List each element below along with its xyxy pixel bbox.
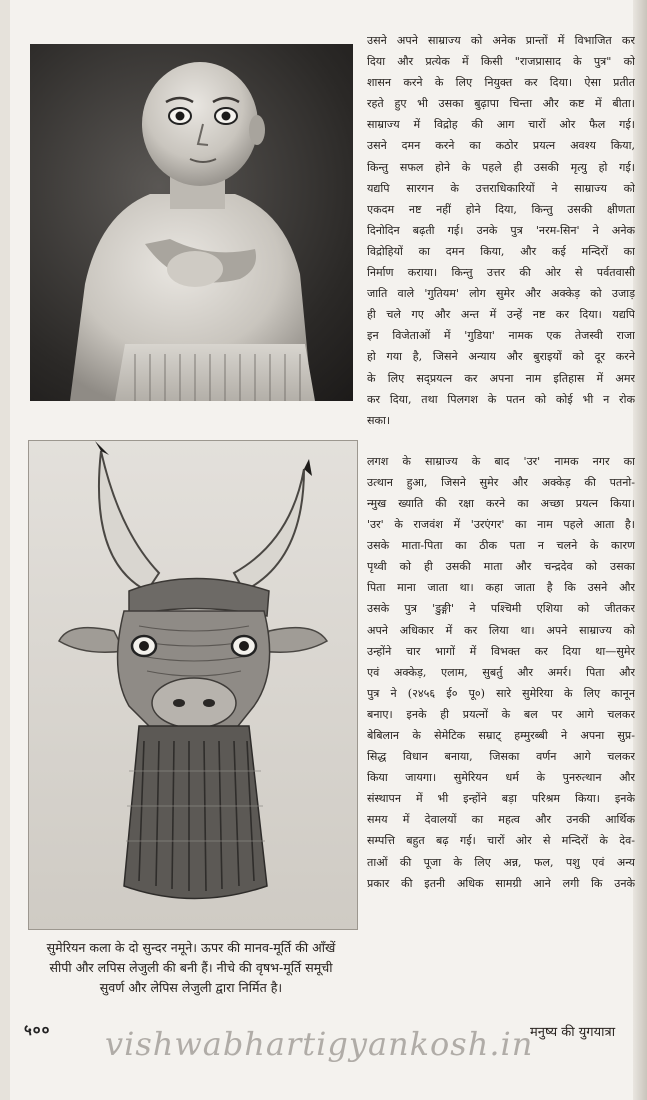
- text-line: एकदम नष्ट नहीं होने दिया, किन्तु उसकी क्षीणता: [367, 202, 635, 216]
- text-line: प्रकार की इतनी अधिक सामग्री आने लगी कि उनके: [367, 876, 635, 890]
- text-line: निर्माण कराया। किन्तु उत्तर की ओर से पर्वतवासी: [367, 266, 635, 280]
- text-line: पृथ्वी को ही उसकी माता और चन्द्रदेव को उसका: [367, 560, 635, 574]
- page-number: ५००: [24, 1021, 51, 1039]
- text-line: विद्रोहियों का दमन किया, और कई मन्दिरों का: [367, 244, 635, 258]
- text-line: अपने अधिकार में कर लिया था। अपने साम्राज्य को: [367, 623, 635, 637]
- text-line: इन विजेताओं में 'गुडिया' नामक एक तेजस्वी राजा: [367, 329, 635, 343]
- caption-line: सीपी और लपिस लेजुली की बनी हैं। नीचे की वृषभ-मूर्ति समूची: [49, 960, 333, 975]
- paragraph-1: [367, 30, 635, 431]
- text-line: रहते हुए भी उसका बुढ़ापा चिन्ता और कष्ट में बीता।: [367, 97, 635, 111]
- text-line: शासन करने के लिए नियुक्त कर दिया। ऐसा प्रतीत: [367, 76, 635, 90]
- text-line: 'उर' के राजवंश में 'उरएंगर' का नाम पहले आता है।: [367, 518, 635, 532]
- text-line: उसने दमन करने का कठोर प्रयत्न अवश्य किया,: [367, 139, 635, 153]
- text-line: उत्थान हुआ, जिसने सुमेर और अक्केड़ की पतनो-: [367, 475, 635, 489]
- text-line: बेबिलान के सेमेटिक सम्राट् हम्मुरब्बी ने अपना सुप्र-: [367, 729, 635, 742]
- text-line: किया जायगा। सुमेरियन धर्म के पुनरुत्थान और: [367, 771, 635, 785]
- text-line: ताओं की पूजा के लिए अन्न, फल, पशु एवं अन्य: [367, 855, 635, 869]
- text-line: संस्थापन में भी इन्होंने बड़ा परिश्रम किया। इनके: [367, 792, 635, 806]
- caption-line: सुवर्ण और लेपिस लेजुली द्वारा निर्मित है।: [99, 980, 283, 995]
- bull-head-illustration: [29, 441, 357, 929]
- text-line: ही चले गए और अन्त में उन्हें नष्ट कर दिया। यद्यपि: [367, 308, 635, 322]
- text-line: उन्होंने चार भागों में विभक्त कर दिया था—सुमेर: [367, 644, 635, 658]
- figure-caption: [22, 938, 360, 998]
- statue-photo: [30, 44, 353, 401]
- text-line: सम्पत्ति बहुत बढ़ गई। चारों ओर से मन्दिरों के देव-: [367, 834, 635, 848]
- text-line: पुत्र ने (२४५६ ई० पू०) सारे सुमेरिया के लिए कानून: [367, 686, 635, 700]
- text-line: एवं अक्केड़, एलाम, सुबर्तु और अमर्र। पिता और: [367, 665, 635, 679]
- text-line: यद्यपि सारगन के उत्तराधिकारियों ने साम्राज्य को: [367, 181, 635, 195]
- statue-illustration: [30, 44, 353, 401]
- text-line: न्मुख ख्याति की रक्षा करने का अच्छा प्रयत्न किया।: [367, 496, 635, 510]
- text-line: किन्तु सफल होने के पहले ही उसकी मृत्यु हो गई।: [367, 160, 635, 174]
- text-line: साम्राज्य में विद्रोह की आग चारों ओर फैल गई।: [367, 118, 635, 132]
- text-line: कर दिया, तथा पिलगश के पतन को कोई भी न रोक: [367, 392, 635, 406]
- text-line: हो गया है, जिसने अन्याय और बुराइयों को दूर करने: [367, 350, 635, 364]
- body-text-column: [367, 30, 635, 894]
- text-line: के लिए सद्प्रयत्न कर अपना नाम इतिहास में अमर: [367, 371, 635, 385]
- watermark: vishwabhartigyankosh.in: [105, 1025, 534, 1063]
- text-line: लगश के साम्राज्य के बाद 'उर' नामक नगर का: [367, 454, 635, 468]
- paragraph-2: [367, 451, 635, 894]
- text-line: समय में देवालयों का महत्व और उनकी आर्थिक: [367, 813, 635, 827]
- page-edge-right: [633, 0, 647, 1100]
- bull-head-photo: [28, 440, 358, 930]
- text-line: उसके पुत्र 'डुङ्गी' ने पश्चिमी एशिया को जीतकर: [367, 602, 635, 616]
- text-line: सिद्ध विधान बनाया, जिसका वर्णन आगे चलकर: [367, 750, 635, 764]
- text-line: बनाए। इनके ही प्रयत्नों के बल पर आगे चलकर: [367, 707, 635, 721]
- text-line: दिया और प्रत्येक में किसी "राजप्रासाद के पुत्र" को: [367, 55, 635, 69]
- text-line: उसने अपने साम्राज्य को अनेक प्रान्तों में विभाजित कर: [367, 34, 635, 47]
- text-line: पिता माना जाता था। कहा जाता है कि उसने और: [367, 581, 635, 595]
- text-line: दिनोदिन बढ़ती गई। उनके पुत्र 'नरम-सिन' ने अनेक: [367, 223, 635, 237]
- running-title: मनुष्य की युगयात्रा: [530, 1025, 616, 1040]
- page-edge-left: [0, 0, 10, 1100]
- text-line: जाति वाले 'गुतियम' लोग सुमेर और अक्केड़ को उजाड़: [367, 287, 635, 301]
- text-line: उसके माता-पिता का ठीक पता न चलने के कारण: [367, 539, 635, 553]
- caption-line: सुमेरियन कला के दो सुन्दर नमूने। ऊपर की मानव-मूर्ति की आँखें: [46, 940, 336, 955]
- text-line: सका।: [367, 413, 391, 427]
